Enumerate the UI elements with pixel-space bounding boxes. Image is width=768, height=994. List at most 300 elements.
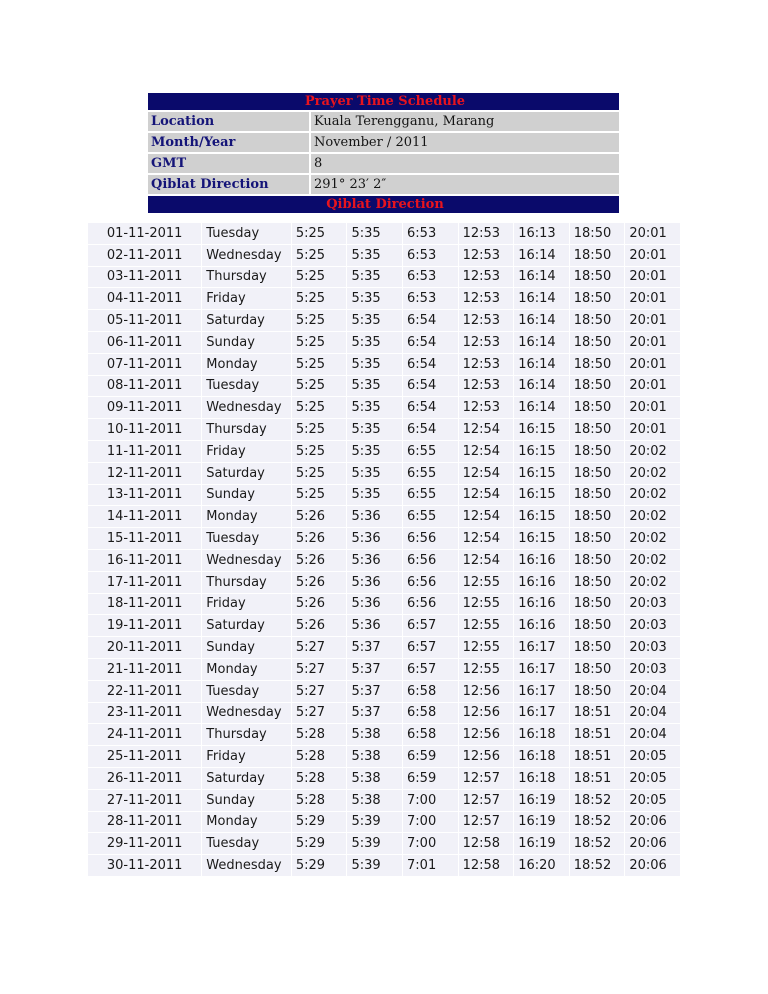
table-row	[88, 790, 680, 811]
day-cell: Sunday	[202, 637, 291, 658]
asar-time-cell: 16:16	[514, 572, 569, 593]
asar-time-cell: 16:17	[514, 637, 569, 658]
maghrib-time-cell: 18:51	[570, 768, 625, 789]
syuruk-time-cell: 7:00	[403, 790, 458, 811]
imsak-time-cell: 5:29	[292, 833, 347, 854]
asar-time-cell: 16:18	[514, 724, 569, 745]
day-cell: Wednesday	[202, 397, 291, 418]
day-cell: Saturday	[202, 310, 291, 331]
zohor-time-cell: 12:55	[459, 594, 514, 615]
isyak-time-cell: 20:01	[625, 310, 680, 331]
zohor-time-cell: 12:54	[459, 528, 514, 549]
table-row	[88, 245, 680, 266]
schedule-info-table	[147, 92, 620, 214]
date-cell: 13-11-2011	[88, 485, 201, 506]
subuh-time-cell: 5:35	[347, 463, 402, 484]
syuruk-time-cell: 6:54	[403, 419, 458, 440]
date-cell: 29-11-2011	[88, 833, 201, 854]
zohor-time-cell: 12:55	[459, 615, 514, 636]
maghrib-time-cell: 18:52	[570, 855, 625, 876]
imsak-time-cell: 5:25	[292, 485, 347, 506]
imsak-time-cell: 5:25	[292, 463, 347, 484]
asar-time-cell: 16:17	[514, 659, 569, 680]
isyak-time-cell: 20:05	[625, 768, 680, 789]
zohor-time-cell: 12:58	[459, 833, 514, 854]
syuruk-time-cell: 6:59	[403, 768, 458, 789]
subuh-time-cell: 5:37	[347, 659, 402, 680]
imsak-time-cell: 5:26	[292, 506, 347, 527]
syuruk-time-cell: 6:57	[403, 659, 458, 680]
isyak-time-cell: 20:01	[625, 397, 680, 418]
table-row	[88, 833, 680, 854]
isyak-time-cell: 20:01	[625, 354, 680, 375]
zohor-time-cell: 12:54	[459, 550, 514, 571]
info-row-qiblat	[147, 174, 620, 195]
subuh-time-cell: 5:38	[347, 724, 402, 745]
zohor-time-cell: 12:58	[459, 855, 514, 876]
day-cell: Monday	[202, 506, 291, 527]
zohor-time-cell: 12:54	[459, 506, 514, 527]
syuruk-time-cell: 6:58	[403, 681, 458, 702]
zohor-time-cell: 12:55	[459, 659, 514, 680]
isyak-time-cell: 20:04	[625, 681, 680, 702]
asar-time-cell: 16:18	[514, 746, 569, 767]
syuruk-time-cell: 7:00	[403, 833, 458, 854]
isyak-time-cell: 20:01	[625, 267, 680, 288]
isyak-time-cell: 20:02	[625, 550, 680, 571]
zohor-time-cell: 12:56	[459, 724, 514, 745]
zohor-time-cell: 12:53	[459, 376, 514, 397]
zohor-time-cell: 12:53	[459, 288, 514, 309]
date-cell: 26-11-2011	[88, 768, 201, 789]
syuruk-time-cell: 6:56	[403, 550, 458, 571]
zohor-time-cell: 12:56	[459, 703, 514, 724]
table-row	[88, 855, 680, 876]
date-cell: 23-11-2011	[88, 703, 201, 724]
imsak-time-cell: 5:25	[292, 288, 347, 309]
date-cell: 18-11-2011	[88, 594, 201, 615]
zohor-time-cell: 12:53	[459, 354, 514, 375]
maghrib-time-cell: 18:50	[570, 594, 625, 615]
zohor-time-cell: 12:54	[459, 419, 514, 440]
syuruk-time-cell: 6:59	[403, 746, 458, 767]
maghrib-time-cell: 18:50	[570, 463, 625, 484]
syuruk-time-cell: 6:54	[403, 310, 458, 331]
prayer-schedule-table	[87, 222, 681, 877]
maghrib-time-cell: 18:50	[570, 637, 625, 658]
maghrib-time-cell: 18:50	[570, 376, 625, 397]
date-cell: 21-11-2011	[88, 659, 201, 680]
imsak-time-cell: 5:27	[292, 637, 347, 658]
subuh-time-cell: 5:36	[347, 550, 402, 571]
isyak-time-cell: 20:06	[625, 812, 680, 833]
table-title: Prayer Time Schedule	[147, 92, 620, 111]
qiblat-direction-label: Qiblat Direction	[147, 174, 310, 195]
asar-time-cell: 16:15	[514, 485, 569, 506]
syuruk-time-cell: 6:53	[403, 267, 458, 288]
subuh-time-cell: 5:38	[347, 768, 402, 789]
date-cell: 22-11-2011	[88, 681, 201, 702]
subuh-time-cell: 5:35	[347, 288, 402, 309]
subuh-time-cell: 5:38	[347, 790, 402, 811]
date-cell: 01-11-2011	[88, 223, 201, 244]
date-cell: 06-11-2011	[88, 332, 201, 353]
imsak-time-cell: 5:25	[292, 267, 347, 288]
syuruk-time-cell: 6:54	[403, 332, 458, 353]
syuruk-time-cell: 6:58	[403, 724, 458, 745]
maghrib-time-cell: 18:52	[570, 812, 625, 833]
day-cell: Wednesday	[202, 703, 291, 724]
subuh-time-cell: 5:36	[347, 528, 402, 549]
maghrib-time-cell: 18:50	[570, 441, 625, 462]
asar-time-cell: 16:19	[514, 833, 569, 854]
date-cell: 17-11-2011	[88, 572, 201, 593]
asar-time-cell: 16:15	[514, 506, 569, 527]
imsak-time-cell: 5:27	[292, 681, 347, 702]
zohor-time-cell: 12:56	[459, 746, 514, 767]
isyak-time-cell: 20:01	[625, 376, 680, 397]
maghrib-time-cell: 18:50	[570, 550, 625, 571]
day-cell: Friday	[202, 288, 291, 309]
month-year-value: November / 2011	[310, 132, 620, 153]
asar-time-cell: 16:14	[514, 376, 569, 397]
day-cell: Wednesday	[202, 855, 291, 876]
day-cell: Sunday	[202, 485, 291, 506]
isyak-time-cell: 20:05	[625, 790, 680, 811]
isyak-time-cell: 20:03	[625, 637, 680, 658]
imsak-time-cell: 5:25	[292, 397, 347, 418]
date-cell: 02-11-2011	[88, 245, 201, 266]
day-cell: Sunday	[202, 332, 291, 353]
isyak-time-cell: 20:06	[625, 855, 680, 876]
syuruk-time-cell: 6:55	[403, 485, 458, 506]
zohor-time-cell: 12:57	[459, 768, 514, 789]
asar-time-cell: 16:14	[514, 397, 569, 418]
info-row-location	[147, 111, 620, 132]
zohor-time-cell: 12:53	[459, 310, 514, 331]
maghrib-time-cell: 18:50	[570, 659, 625, 680]
subuh-time-cell: 5:35	[347, 397, 402, 418]
day-cell: Saturday	[202, 615, 291, 636]
subuh-time-cell: 5:35	[347, 376, 402, 397]
day-cell: Monday	[202, 812, 291, 833]
maghrib-time-cell: 18:51	[570, 724, 625, 745]
date-cell: 15-11-2011	[88, 528, 201, 549]
table-row	[88, 419, 680, 440]
zohor-time-cell: 12:55	[459, 637, 514, 658]
asar-time-cell: 16:16	[514, 550, 569, 571]
syuruk-time-cell: 6:55	[403, 441, 458, 462]
subuh-time-cell: 5:36	[347, 615, 402, 636]
imsak-time-cell: 5:26	[292, 550, 347, 571]
table-row	[88, 506, 680, 527]
gmt-label: GMT	[147, 153, 310, 174]
syuruk-time-cell: 6:53	[403, 223, 458, 244]
table-row	[88, 703, 680, 724]
syuruk-time-cell: 7:00	[403, 812, 458, 833]
subuh-time-cell: 5:35	[347, 485, 402, 506]
syuruk-time-cell: 6:55	[403, 463, 458, 484]
zohor-time-cell: 12:57	[459, 790, 514, 811]
day-cell: Wednesday	[202, 245, 291, 266]
zohor-time-cell: 12:55	[459, 572, 514, 593]
qiblat-direction-value: 291° 23′ 2″	[310, 174, 620, 195]
asar-time-cell: 16:15	[514, 463, 569, 484]
asar-time-cell: 16:15	[514, 441, 569, 462]
day-cell: Friday	[202, 441, 291, 462]
table-row	[88, 768, 680, 789]
table-row	[88, 572, 680, 593]
date-cell: 09-11-2011	[88, 397, 201, 418]
date-cell: 24-11-2011	[88, 724, 201, 745]
table-row	[88, 550, 680, 571]
location-value: Kuala Terengganu, Marang	[310, 111, 620, 132]
syuruk-time-cell: 6:56	[403, 528, 458, 549]
day-cell: Sunday	[202, 790, 291, 811]
asar-time-cell: 16:16	[514, 594, 569, 615]
asar-time-cell: 16:13	[514, 223, 569, 244]
isyak-time-cell: 20:03	[625, 615, 680, 636]
info-row-gmt	[147, 153, 620, 174]
imsak-time-cell: 5:26	[292, 572, 347, 593]
asar-time-cell: 16:14	[514, 354, 569, 375]
day-cell: Friday	[202, 594, 291, 615]
zohor-time-cell: 12:56	[459, 681, 514, 702]
imsak-time-cell: 5:25	[292, 354, 347, 375]
table-row	[88, 397, 680, 418]
asar-time-cell: 16:17	[514, 703, 569, 724]
asar-time-cell: 16:16	[514, 615, 569, 636]
maghrib-time-cell: 18:50	[570, 354, 625, 375]
table-row	[88, 354, 680, 375]
date-cell: 08-11-2011	[88, 376, 201, 397]
zohor-time-cell: 12:54	[459, 463, 514, 484]
imsak-time-cell: 5:26	[292, 594, 347, 615]
zohor-time-cell: 12:53	[459, 223, 514, 244]
maghrib-time-cell: 18:50	[570, 397, 625, 418]
isyak-time-cell: 20:02	[625, 441, 680, 462]
date-cell: 14-11-2011	[88, 506, 201, 527]
table-row	[88, 288, 680, 309]
imsak-time-cell: 5:25	[292, 441, 347, 462]
subuh-time-cell: 5:36	[347, 506, 402, 527]
date-cell: 07-11-2011	[88, 354, 201, 375]
asar-time-cell: 16:14	[514, 332, 569, 353]
subuh-time-cell: 5:35	[347, 354, 402, 375]
syuruk-time-cell: 6:54	[403, 376, 458, 397]
day-cell: Saturday	[202, 463, 291, 484]
zohor-time-cell: 12:53	[459, 267, 514, 288]
maghrib-time-cell: 18:50	[570, 485, 625, 506]
maghrib-time-cell: 18:50	[570, 528, 625, 549]
isyak-time-cell: 20:01	[625, 332, 680, 353]
isyak-time-cell: 20:03	[625, 659, 680, 680]
maghrib-time-cell: 18:52	[570, 790, 625, 811]
isyak-time-cell: 20:02	[625, 528, 680, 549]
asar-time-cell: 16:15	[514, 419, 569, 440]
day-cell: Tuesday	[202, 528, 291, 549]
day-cell: Monday	[202, 354, 291, 375]
syuruk-time-cell: 6:55	[403, 506, 458, 527]
subuh-time-cell: 5:39	[347, 833, 402, 854]
day-cell: Thursday	[202, 419, 291, 440]
isyak-time-cell: 20:01	[625, 419, 680, 440]
table-row	[88, 441, 680, 462]
asar-time-cell: 16:14	[514, 267, 569, 288]
subuh-time-cell: 5:35	[347, 310, 402, 331]
day-cell: Wednesday	[202, 550, 291, 571]
maghrib-time-cell: 18:50	[570, 223, 625, 244]
zohor-time-cell: 12:54	[459, 485, 514, 506]
subuh-time-cell: 5:37	[347, 703, 402, 724]
syuruk-time-cell: 6:54	[403, 397, 458, 418]
asar-time-cell: 16:15	[514, 528, 569, 549]
imsak-time-cell: 5:25	[292, 223, 347, 244]
asar-time-cell: 16:20	[514, 855, 569, 876]
table-row	[88, 310, 680, 331]
subuh-time-cell: 5:36	[347, 572, 402, 593]
subuh-time-cell: 5:35	[347, 419, 402, 440]
isyak-time-cell: 20:05	[625, 746, 680, 767]
footer-title-row	[147, 195, 620, 214]
syuruk-time-cell: 6:53	[403, 288, 458, 309]
date-cell: 11-11-2011	[88, 441, 201, 462]
table-row	[88, 615, 680, 636]
imsak-time-cell: 5:28	[292, 746, 347, 767]
asar-time-cell: 16:14	[514, 288, 569, 309]
isyak-time-cell: 20:01	[625, 288, 680, 309]
maghrib-time-cell: 18:50	[570, 572, 625, 593]
location-label: Location	[147, 111, 310, 132]
zohor-time-cell: 12:57	[459, 812, 514, 833]
table-row	[88, 594, 680, 615]
date-cell: 12-11-2011	[88, 463, 201, 484]
isyak-time-cell: 20:04	[625, 724, 680, 745]
syuruk-time-cell: 6:54	[403, 354, 458, 375]
asar-time-cell: 16:17	[514, 681, 569, 702]
subuh-time-cell: 5:37	[347, 681, 402, 702]
day-cell: Thursday	[202, 724, 291, 745]
table-row	[88, 724, 680, 745]
day-cell: Thursday	[202, 267, 291, 288]
syuruk-time-cell: 6:56	[403, 572, 458, 593]
maghrib-time-cell: 18:50	[570, 681, 625, 702]
isyak-time-cell: 20:04	[625, 703, 680, 724]
syuruk-time-cell: 6:57	[403, 637, 458, 658]
isyak-time-cell: 20:02	[625, 463, 680, 484]
maghrib-time-cell: 18:50	[570, 332, 625, 353]
table-row	[88, 267, 680, 288]
asar-time-cell: 16:19	[514, 812, 569, 833]
date-cell: 25-11-2011	[88, 746, 201, 767]
day-cell: Tuesday	[202, 376, 291, 397]
subuh-time-cell: 5:35	[347, 267, 402, 288]
day-cell: Thursday	[202, 572, 291, 593]
date-cell: 28-11-2011	[88, 812, 201, 833]
syuruk-time-cell: 6:57	[403, 615, 458, 636]
imsak-time-cell: 5:25	[292, 245, 347, 266]
subuh-time-cell: 5:35	[347, 441, 402, 462]
month-year-label: Month/Year	[147, 132, 310, 153]
date-cell: 20-11-2011	[88, 637, 201, 658]
imsak-time-cell: 5:25	[292, 376, 347, 397]
table-row	[88, 681, 680, 702]
isyak-time-cell: 20:01	[625, 223, 680, 244]
date-cell: 16-11-2011	[88, 550, 201, 571]
isyak-time-cell: 20:02	[625, 572, 680, 593]
day-cell: Saturday	[202, 768, 291, 789]
day-cell: Friday	[202, 746, 291, 767]
imsak-time-cell: 5:29	[292, 855, 347, 876]
imsak-time-cell: 5:25	[292, 419, 347, 440]
imsak-time-cell: 5:26	[292, 615, 347, 636]
syuruk-time-cell: 6:56	[403, 594, 458, 615]
isyak-time-cell: 20:03	[625, 594, 680, 615]
syuruk-time-cell: 6:53	[403, 245, 458, 266]
table-row	[88, 812, 680, 833]
imsak-time-cell: 5:28	[292, 724, 347, 745]
imsak-time-cell: 5:25	[292, 310, 347, 331]
asar-time-cell: 16:14	[514, 245, 569, 266]
imsak-time-cell: 5:25	[292, 332, 347, 353]
subuh-time-cell: 5:35	[347, 245, 402, 266]
syuruk-time-cell: 7:01	[403, 855, 458, 876]
table-row	[88, 376, 680, 397]
maghrib-time-cell: 18:50	[570, 310, 625, 331]
table-row	[88, 463, 680, 484]
schedule-body	[88, 223, 680, 876]
zohor-time-cell: 12:53	[459, 332, 514, 353]
title-row	[147, 92, 620, 111]
table-row	[88, 223, 680, 244]
maghrib-time-cell: 18:50	[570, 615, 625, 636]
imsak-time-cell: 5:28	[292, 768, 347, 789]
maghrib-time-cell: 18:52	[570, 833, 625, 854]
maghrib-time-cell: 18:50	[570, 419, 625, 440]
day-cell: Tuesday	[202, 223, 291, 244]
table-row	[88, 746, 680, 767]
date-cell: 27-11-2011	[88, 790, 201, 811]
table-row	[88, 659, 680, 680]
day-cell: Tuesday	[202, 681, 291, 702]
maghrib-time-cell: 18:51	[570, 746, 625, 767]
date-cell: 19-11-2011	[88, 615, 201, 636]
subuh-time-cell: 5:36	[347, 594, 402, 615]
subuh-time-cell: 5:35	[347, 332, 402, 353]
maghrib-time-cell: 18:50	[570, 267, 625, 288]
imsak-time-cell: 5:27	[292, 703, 347, 724]
asar-time-cell: 16:19	[514, 790, 569, 811]
date-cell: 30-11-2011	[88, 855, 201, 876]
info-row-month-year	[147, 132, 620, 153]
isyak-time-cell: 20:02	[625, 485, 680, 506]
table-row	[88, 637, 680, 658]
maghrib-time-cell: 18:50	[570, 245, 625, 266]
day-cell: Monday	[202, 659, 291, 680]
table-row	[88, 332, 680, 353]
syuruk-time-cell: 6:58	[403, 703, 458, 724]
subuh-time-cell: 5:38	[347, 746, 402, 767]
qiblat-banner: Qiblat Direction	[147, 195, 620, 214]
subuh-time-cell: 5:37	[347, 637, 402, 658]
isyak-time-cell: 20:02	[625, 506, 680, 527]
imsak-time-cell: 5:29	[292, 812, 347, 833]
day-cell: Tuesday	[202, 833, 291, 854]
isyak-time-cell: 20:06	[625, 833, 680, 854]
date-cell: 03-11-2011	[88, 267, 201, 288]
zohor-time-cell: 12:53	[459, 245, 514, 266]
isyak-time-cell: 20:01	[625, 245, 680, 266]
